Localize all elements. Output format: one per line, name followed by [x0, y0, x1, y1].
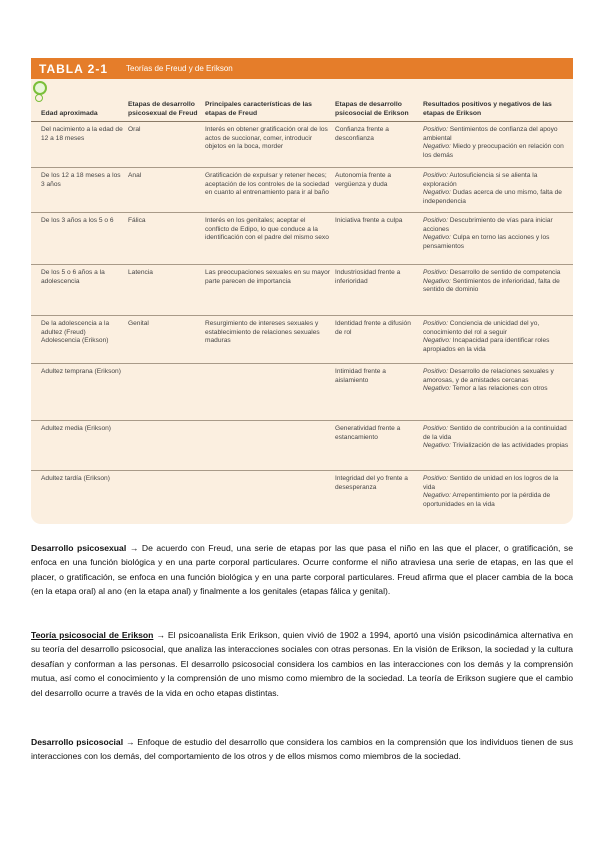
cell-age: De los 5 o 6 años a la adolescencia — [41, 269, 105, 285]
header-outcomes: Resultados positivos y negativos de las etapas de Erikson — [423, 101, 552, 117]
cell-age: Del nacimiento a la edad de 12 a 18 meses — [41, 126, 123, 142]
term-psychosexual: Desarrollo psicosexual — [31, 543, 127, 553]
table-row — [31, 265, 573, 316]
cell-erikson-stage: Industriosidad frente a inferioridad — [335, 269, 401, 285]
cell-freud-stage: Fálica — [128, 217, 146, 224]
cell-outcomes: Positivo: Desarrollo de sentido de competencia Negativo: Sentimientos de inferioridad, falta de sentido de dominio — [423, 269, 561, 294]
cell-erikson-stage: Generatividad frente a estancamiento — [335, 425, 401, 441]
cell-erikson-stage: Identidad frente a difusión de rol — [335, 320, 411, 336]
column-headers — [31, 81, 573, 122]
cell-outcomes: Positivo: Sentido de unidad en los logros de la vida Negativo: Arrepentimiento por la pérdida de oportunidades en la vida — [423, 475, 559, 508]
cell-freud-traits: Gratificación de expulsar y retener heces; aceptación de los controles de la sociedad en cuanto al entrenamiento para ir al baño — [205, 172, 330, 197]
table-label: TABLA 2-1 — [39, 61, 108, 76]
paragraph-text: Enfoque de estudio del desarrollo que considera los cambios en la comprensión que los individuos tienen de sus interacciones con los demás, del comportamiento de los otros y de ellos mismos como miembros de la sociedad. — [31, 737, 574, 762]
paragraph-psychosexual: Desarrollo psicosexual → De acuerdo con Freud, una serie de etapas por las que pasa el niño en las que el placer, o gratificación, se enfoca en una función biológica y en una parte corporal particulares. Ocurre conforme el niño atraviesa una serie de etapas, en las que el placer, o gratificación, se enfoca en una función biológica y en una parte corporal particulares. Freud afirma que el placer cambia de la boca (en la etapa oral) al ano (en la etapa anal) y finalmente a los genitales (etapas fálica y genital). — [31, 543, 573, 597]
cell-freud-stage: Latencia — [128, 269, 153, 276]
cell-erikson-stage: Integridad del yo frente a desesperanza — [335, 475, 408, 491]
term-erikson-theory: Teoría psicosocial de Erikson — [31, 630, 154, 640]
cell-freud-traits: Las preocupaciones sexuales en su mayor parte parecen de importancia — [205, 269, 330, 285]
cell-erikson-stage: Iniciativa frente a culpa — [335, 217, 403, 224]
cell-outcomes: Positivo: Desarrollo de relaciones sexuales y amorosas, y de amistades cercanas Negativo: Temor a las relaciones con otros — [423, 368, 554, 393]
cell-outcomes: Positivo: Sentimientos de confianza del apoyo ambiental Negativo: Miedo y preocupación en relación con los demás — [423, 126, 564, 159]
paragraph-text: De acuerdo con Freud, una serie de etapas por las que pasa el niño en las que el placer, o gratificación, se enfoca en una función biológica y en una parte corporal particulares. Ocurre conforme el niño atraviesa una serie de etapas, en las que el placer, o gratificación, se enfoca en una función biológica y en una parte corporal particulares. Freud afirma que el placer cambia de la boca (en la etapa oral) al ano (en la etapa anal) y finalmente a los genitales (etapas fálica y genital). — [31, 543, 573, 597]
table-row — [31, 316, 573, 364]
cell-outcomes: Positivo: Sentido de contribución a la continuidad de la vida Negativo: Trivialización de las actividades propias — [423, 425, 569, 450]
table-header-bar — [31, 58, 573, 79]
cell-age: De los 12 a 18 meses a los 3 años — [41, 172, 121, 188]
paragraph-psychosocial: Desarrollo psicosocial → Enfoque de estudio del desarrollo que considera los cambios en la comprensión que los individuos tienen de sus interacciones con los demás, del comportamiento de los otros y de ellos mismos como miembros de la sociedad. — [31, 737, 574, 762]
cell-erikson-stage: Autonomía frente a vergüenza y duda — [335, 172, 392, 188]
cell-age: Adultez temprana (Erikson) — [41, 368, 121, 375]
header-erikson: Etapas de desarrollo psicosocial de Erikson — [335, 101, 409, 117]
cell-freud-stage: Genital — [128, 320, 149, 327]
cell-freud-traits: Resurgimiento de intereses sexuales y establecimiento de relaciones sexuales maduras — [205, 320, 320, 345]
cell-freud-traits: Interés en obtener gratificación oral de los actos de succionar, comer, introducir objetos en la boca, morder — [205, 126, 328, 151]
cell-age: Adultez tardía (Erikson) — [41, 475, 110, 482]
cell-erikson-stage: Confianza frente a desconfianza — [335, 126, 389, 142]
table-row — [31, 421, 573, 471]
cell-outcomes: Positivo: Conciencia de unicidad del yo, conocimiento del rol a seguir Negativo: Incapacidad para identificar roles apropiados en la vida — [423, 320, 550, 353]
freud-erikson-table — [31, 58, 573, 524]
table-body — [31, 122, 573, 524]
table-row — [31, 168, 573, 213]
table-row — [31, 122, 573, 168]
table-row — [31, 471, 573, 524]
table-row — [31, 213, 573, 265]
cell-outcomes: Positivo: Descubrimiento de vías para iniciar acciones Negativo: Culpa en torno las acciones y los pensamientos — [423, 217, 553, 250]
cell-erikson-stage: Intimidad frente a aislamiento — [335, 368, 386, 384]
table-title: Teorías de Freud y de Erikson — [126, 64, 233, 73]
header-freud-traits: Principales características de las etapas de Freud — [205, 101, 312, 117]
header-age: Edad aproximada — [41, 109, 98, 117]
cell-freud-stage: Anal — [128, 172, 142, 179]
table-row — [31, 364, 573, 421]
paragraph-erikson-theory: Teoría psicosocial de Erikson → El psicoanalista Erik Erikson, quien vivió de 1902 a 1994, aportó una visión psicodinámica alternativa en su teoría del desarrollo psicosocial, que analiza las interacciones sociales con otras personas. En la visión de Erikson, la sociedad y la cultura desafían y conforman a las personas. El desarrollo psicosocial considera los cambios en las interacciones con los demás y la comprensión mutua, así como el conocimiento y la comprensión de uno mismo como miembro de la sociedad. La teoría de Erikson sugiere que el cambio del desarrollo ocurre a través de la vida en ocho etapas distintas. — [31, 630, 573, 698]
cell-outcomes: Positivo: Autosuficiencia si se alienta la exploración Negativo: Dudas acerca de uno mismo, falta de independencia — [423, 172, 562, 205]
cell-age: De los 3 años a los 5 o 6 — [41, 217, 114, 224]
paragraph-text: El psicoanalista Erik Erikson, quien vivió de 1902 a 1994, aportó una visión psicodinámica alternativa en su teoría del desarrollo psicosocial, que analiza las interacciones sociales con otras personas. En la visión de Erikson, la sociedad y la cultura desafían y conforman a las personas. El desarrollo psicosocial considera los cambios en las interacciones con los demás y la comprensión mutua, así como el conocimiento y la comprensión de uno mismo como miembro de la sociedad. La teoría de Erikson sugiere que el cambio del desarrollo ocurre a través de la vida en ocho etapas distintas. — [31, 630, 573, 698]
header-freud: Etapas de desarrollo psicosexual de Freud — [128, 101, 198, 117]
term-psychosocial: Desarrollo psicosocial — [31, 737, 124, 747]
cell-freud-stage: Oral — [128, 126, 141, 133]
cell-freud-traits: Interés en los genitales; aceptar el conflicto de Edipo, lo que conduce a la identificación con el padre del mismo sexo — [205, 217, 329, 242]
cell-age: Adultez media (Erikson) — [41, 425, 111, 432]
cell-age: De la adolescencia a la adultez (Freud) Adolescencia (Erikson) — [41, 320, 110, 345]
